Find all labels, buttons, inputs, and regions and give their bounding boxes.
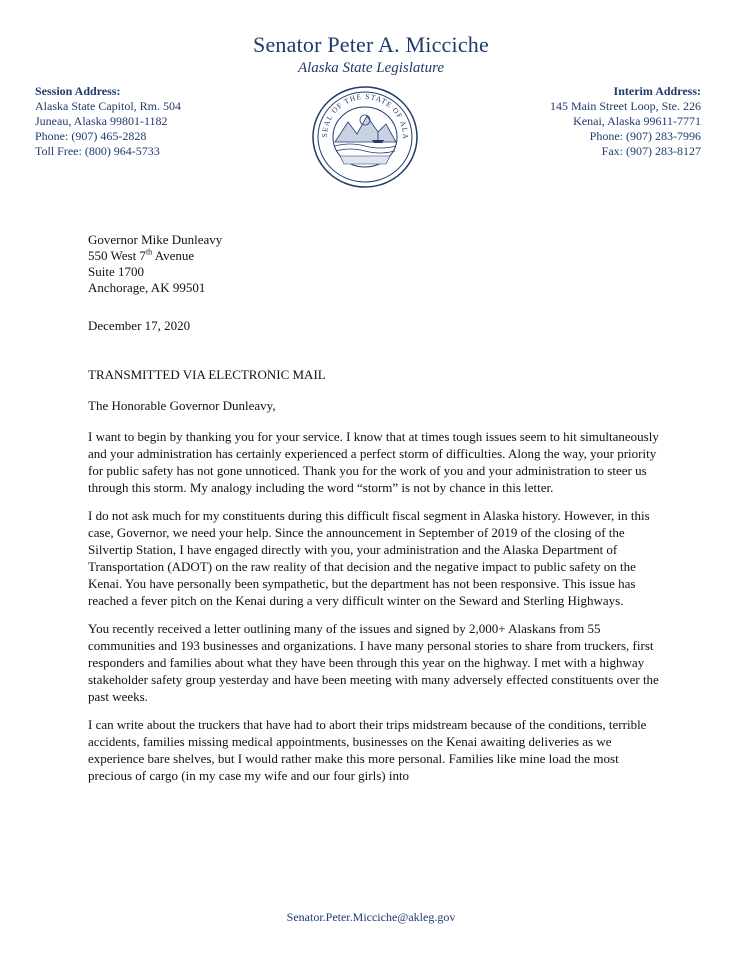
letterhead-name: Senator Peter A. Micciche bbox=[253, 32, 489, 57]
state-seal-icon bbox=[310, 84, 420, 190]
body-paragraph: I do not ask much for my constituents during this difficult fiscal segment in Alaska history. However, in this case, Governor, we need your help. Since the announcement in September of 2019 of the closing of the Silvertip Station, I have engaged directly with you, your administration and the Alaska Department of Transportation (ADOT) on the raw reality of that decision and the negative impact to public safety on the Kenai. You have personally been sympathetic, but the department has not been responsive. This issue has reached a fever pitch on the Kenai during a very difficult winter on the Seward and Sterling Highways. bbox=[88, 508, 650, 608]
transmittal-note: TRANSMITTED VIA ELECTRONIC MAIL bbox=[88, 367, 326, 382]
body-paragraph: I can write about the truckers that have had to abort their trips midstream because of the conditions, terrible accidents, families missing medical appointments, businesses on the Kenai awaiting deliveries as we experience bare shelves, but I would rather make this more personal. Families like mine load the most precious of cargo (in my case my wife and our four girls) into bbox=[88, 717, 647, 783]
session-address-line: Alaska State Capitol, Rm. 504 bbox=[35, 99, 181, 113]
body-paragraph: You recently received a letter outlining many of the issues and signed by 2,000+ Alaskans from 55 communities and 193 businesses and organizations. I have many personal stories to share from truckers, first responders and families about what they have been through this year on the highway. I met with a highway stakeholder safety group yesterday and have been meeting with many adversely effected constituents over the past weeks. bbox=[88, 621, 659, 704]
body-paragraph: I want to begin by thanking you for your service. I know that at times tough issues seem to hit simultaneously and your administration has certainly experienced a perfect storm of difficulties. Along the way, your priority for public safety has not gone unnoticed. Thank you for the work of you and your administration to steer us through this storm. My analogy including the word “storm” is not by chance in this letter. bbox=[88, 429, 659, 495]
letter-body bbox=[88, 428, 663, 795]
footer-email[interactable]: Senator.Peter.Micciche@akleg.gov bbox=[286, 910, 456, 924]
interim-address-line: Kenai, Alaska 99611-7771 bbox=[573, 114, 701, 128]
session-address-line: Juneau, Alaska 99801-1182 bbox=[35, 114, 168, 128]
recipient-city: Anchorage, AK 99501 bbox=[88, 280, 206, 295]
session-address bbox=[35, 84, 181, 159]
interim-address bbox=[550, 84, 701, 159]
recipient-suite: Suite 1700 bbox=[88, 264, 144, 279]
interim-address-line: Fax: (907) 283-8127 bbox=[601, 144, 701, 158]
recipient-name: Governor Mike Dunleavy bbox=[88, 232, 223, 247]
recipient-street: 550 West 7th Avenue bbox=[88, 247, 195, 263]
interim-address-line: 145 Main Street Loop, Ste. 226 bbox=[550, 99, 701, 113]
letterhead-org: Alaska State Legislature bbox=[297, 60, 445, 76]
salutation: The Honorable Governor Dunleavy, bbox=[88, 398, 276, 413]
recipient-address bbox=[88, 232, 222, 296]
session-address-line: Phone: (907) 465-2828 bbox=[35, 129, 147, 143]
letter-date: December 17, 2020 bbox=[88, 318, 191, 333]
session-address-heading: Session Address: bbox=[35, 84, 121, 98]
interim-address-line: Phone: (907) 283-7996 bbox=[589, 129, 701, 143]
seal-text: SEAL OF THE STATE OF ALA bbox=[319, 91, 411, 140]
interim-address-heading: Interim Address: bbox=[613, 84, 701, 98]
session-address-line: Toll Free: (800) 964-5733 bbox=[35, 144, 160, 158]
